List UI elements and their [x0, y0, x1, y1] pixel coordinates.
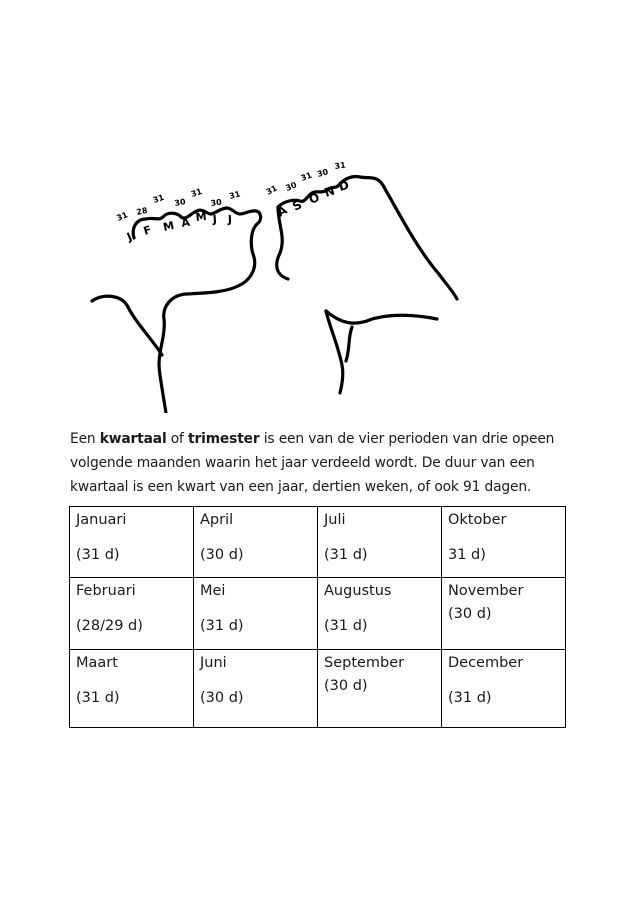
intro-text: of	[166, 431, 189, 447]
right-day-label: 30	[284, 180, 299, 193]
month-cell	[442, 578, 566, 650]
left-month-letter: M	[194, 209, 208, 224]
term-trimester: trimester	[188, 431, 260, 447]
month-name: November	[448, 583, 524, 599]
month-cell	[70, 578, 194, 650]
month-days: (28/29 d)	[76, 618, 143, 634]
month-cell	[194, 578, 318, 650]
intro-text: is een van de vier perioden van drie opeen volgende maanden waarin het jaar verdeeld wordt. De duur van een kwartaal is een kwart van een jaar, dertien weken, of ook 91 dagen.	[70, 431, 555, 495]
month-days: 31 d)	[448, 547, 486, 563]
left-day-label: 30	[210, 197, 223, 208]
right-neck-line	[326, 311, 437, 323]
table-row	[70, 578, 566, 650]
month-name: Juli	[324, 512, 346, 528]
knuckle-mnemonic-illustration	[82, 153, 482, 413]
left-day-label: 31	[228, 189, 242, 201]
month-name: April	[200, 512, 234, 528]
left-month-letter: J	[212, 212, 218, 226]
two-heads-drawing	[82, 153, 482, 413]
table-row	[70, 650, 566, 728]
left-day-label: 31	[115, 210, 130, 223]
right-month-letter: S	[290, 197, 305, 214]
right-day-label: 30	[316, 167, 330, 179]
left-day-label: 31	[151, 192, 166, 205]
month-name: Mei	[200, 583, 226, 599]
month-days: (31 d)	[76, 547, 120, 563]
month-name: Januari	[76, 512, 127, 528]
month-days: (31 d)	[448, 690, 492, 706]
intro-paragraph	[70, 427, 570, 499]
left-month-letter: A	[180, 215, 191, 230]
month-days: (30 d)	[448, 606, 492, 622]
left-month-letter: M	[161, 218, 176, 234]
right-month-letter: A	[274, 202, 290, 220]
month-name: Oktober	[448, 512, 507, 528]
table-row	[70, 507, 566, 578]
left-day-label: 28	[135, 205, 149, 217]
month-cell	[194, 507, 318, 578]
month-name: Maart	[76, 655, 118, 671]
month-days: (30 d)	[200, 690, 244, 706]
month-cell	[70, 507, 194, 578]
month-days: (31 d)	[76, 690, 120, 706]
right-month-letter: N	[322, 183, 337, 200]
left-day-label: 31	[189, 186, 204, 199]
month-cell	[194, 650, 318, 728]
left-day-label: 30	[173, 197, 187, 208]
left-month-letter: J	[227, 212, 233, 226]
month-cell	[318, 578, 442, 650]
month-cell	[70, 650, 194, 728]
month-name: Februari	[76, 583, 136, 599]
month-name: Augustus	[324, 583, 392, 599]
month-name: September	[324, 655, 405, 671]
right-day-label: 31	[334, 160, 347, 171]
months-table	[69, 506, 566, 728]
right-chin-line	[346, 327, 352, 361]
left-month-letter: F	[141, 223, 154, 238]
right-day-label: 31	[264, 183, 279, 197]
intro-text: Een	[70, 431, 100, 447]
month-days: (31 d)	[324, 618, 368, 634]
month-days: (30 d)	[324, 678, 368, 694]
month-days: (30 d)	[200, 547, 244, 563]
right-month-letter: O	[306, 189, 322, 207]
right-head-outline	[278, 176, 457, 299]
month-cell	[442, 650, 566, 728]
right-day-label: 31	[299, 170, 314, 183]
month-cell	[318, 650, 442, 728]
month-cell	[442, 507, 566, 578]
left-month-letter: J	[124, 230, 134, 244]
month-days: (31 d)	[200, 618, 244, 634]
month-name: December	[448, 655, 524, 671]
month-name: Juni	[200, 655, 227, 671]
left-head-outline	[133, 205, 260, 413]
month-cell	[318, 507, 442, 578]
term-kwartaal: kwartaal	[99, 431, 167, 447]
month-days: (31 d)	[324, 547, 368, 563]
right-month-letter: D	[337, 177, 351, 194]
right-back-line	[326, 311, 343, 393]
left-neck-line	[92, 296, 162, 355]
